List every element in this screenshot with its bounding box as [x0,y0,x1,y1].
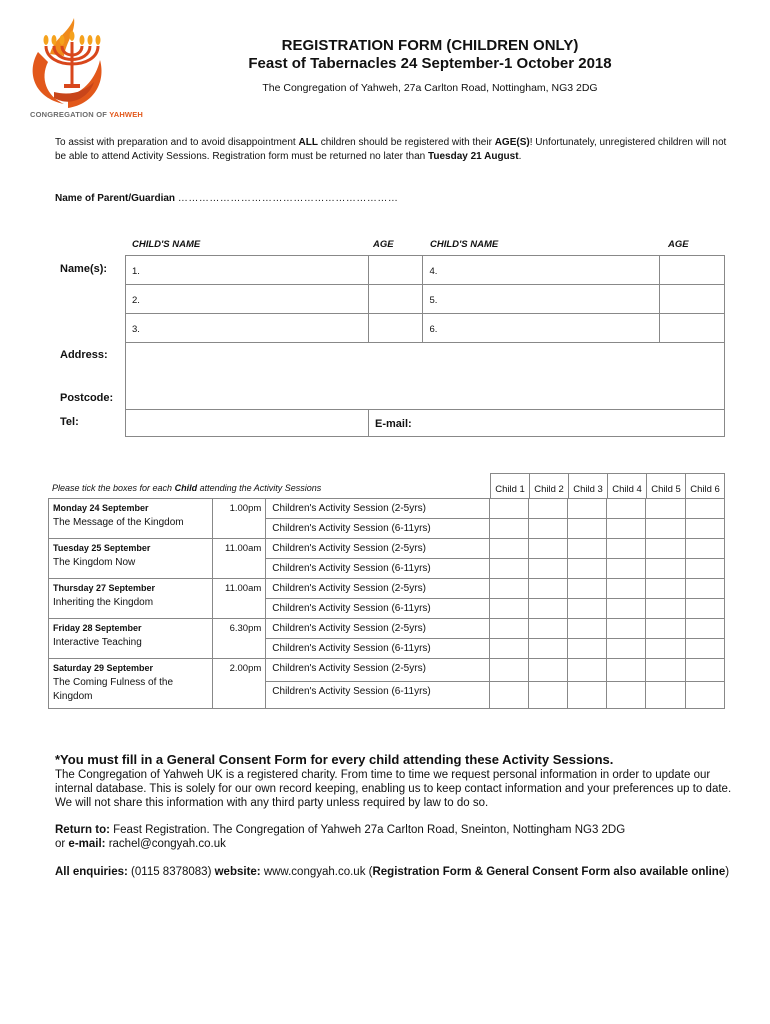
form-title: REGISTRATION FORM (CHILDREN ONLY) [281,37,579,54]
names-label: Name(s): [60,263,108,275]
day-cell [49,659,213,709]
tick-box[interactable] [528,499,567,519]
session-name: Children's Activity Session (2-5yrs) [266,659,489,682]
activity-days-table [48,498,725,709]
session-time: 2.00pm [212,659,265,709]
tick-box[interactable] [607,559,646,579]
tick-box[interactable] [685,619,724,639]
day-cell [49,539,213,579]
or-text: or [55,838,69,850]
tick-box[interactable] [685,519,724,539]
child-age-5[interactable] [660,285,725,314]
tel-input[interactable] [126,410,369,437]
tick-box[interactable] [568,499,607,519]
tick-box[interactable] [489,539,528,559]
child-age-1[interactable] [368,256,423,285]
child-header: Child 2 [530,474,569,499]
tick-box[interactable] [685,639,724,659]
tick-box[interactable] [685,539,724,559]
enquiries-phone: (0115 8378083) [127,866,215,878]
session-time: 6.30pm [212,619,265,659]
guardian-field[interactable] [55,193,398,204]
day-label: Tuesday 25 September [53,543,151,553]
day-theme: The Kingdom Now [53,557,136,568]
day-label: Thursday 27 September [53,583,156,593]
day-label: Friday 28 September [53,623,142,633]
session-row [49,539,725,559]
tick-box[interactable] [646,499,685,519]
enquiries-label: All enquiries: [55,866,128,878]
close-paren: ) [725,866,730,878]
tick-box[interactable] [685,499,724,519]
tick-box[interactable] [685,559,724,579]
activity-caption [52,483,321,493]
child-num: 1. [132,266,140,277]
col-childs-name-2: CHILD'S NAME [430,239,499,250]
day-label: Saturday 29 September [53,663,154,673]
tick-box[interactable] [568,539,607,559]
congregation-logo [24,12,144,124]
tick-box[interactable] [489,499,528,519]
organization-address: The Congregation of Yahweh, 27a Carlton Road, Nottingham, NG3 2DG [262,82,598,94]
day-theme: The Coming Fulness of the Kingdom [53,677,174,702]
online-note: Registration Form & General Consent Form also available online [372,866,726,878]
consent-paragraph: The Congregation of Yahweh UK is a registered charity. From time to time we request personal information in order to update our internal database. This is solely for our own record keeping, enabling us to keep contact information and your preferences up to date. We will not share this information with any third party unless required by law to do so. [55,769,732,809]
intro-bold2: AGE(S) [494,137,530,148]
child-age-2[interactable] [368,285,423,314]
child-age-3[interactable] [368,314,423,343]
child-header: Child 3 [569,474,608,499]
intro-part3: ! Unfortunately, unregistered children will not be able to attend Activity Sessions. Registration form must be returned no later than [55,137,727,162]
day-cell [49,499,213,539]
day-cell [49,619,213,659]
logo-text [30,110,143,119]
tick-box[interactable] [607,599,646,619]
return-email-label: e-mail: [68,838,106,850]
tick-box[interactable] [607,579,646,599]
menorah-flame-icon [24,12,116,112]
return-text: Feast Registration. The Congregation of Yahweh 27a Carlton Road, Sneinton, Nottingham NG3 2DG [109,824,626,836]
tick-box[interactable] [607,639,646,659]
tick-box[interactable] [528,539,567,559]
contact-table [125,409,725,437]
session-name: Children's Activity Session (6-11yrs) [266,639,489,659]
session-name: Children's Activity Session (2-5yrs) [266,539,489,559]
col-age-1: AGE [373,239,394,250]
tick-box[interactable] [528,599,567,619]
tick-box[interactable] [646,681,685,708]
tick-box[interactable] [646,539,685,559]
guardian-dots[interactable]: ……………………………………………………… [177,193,399,204]
child-name-4[interactable] [423,256,660,285]
session-row [49,619,725,639]
caption-bold: Child [174,483,198,493]
logo-text-part2: YAHWEH [109,110,144,119]
caption-pre: Please tick the boxes for each [52,483,175,493]
tick-box[interactable] [489,639,528,659]
child-header: Child 6 [686,474,725,499]
tick-box[interactable] [607,681,646,708]
activity-rows [48,498,725,709]
tick-box[interactable] [646,659,685,682]
tick-box[interactable] [489,619,528,639]
tick-box[interactable] [646,639,685,659]
tick-box[interactable] [607,499,646,519]
tick-box[interactable] [607,519,646,539]
tick-box[interactable] [685,659,724,682]
tick-box[interactable] [528,639,567,659]
return-label: Return to: [55,824,110,836]
session-time: 11.00am [212,539,265,579]
tick-box[interactable] [568,519,607,539]
children-names-table [125,255,725,343]
day-theme: Interactive Teaching [53,637,142,648]
tick-box[interactable] [489,599,528,619]
child-name-2[interactable] [126,285,369,314]
tick-box[interactable] [568,599,607,619]
tick-box[interactable] [607,539,646,559]
session-name: Children's Activity Session (2-5yrs) [266,499,489,519]
session-name: Children's Activity Session (2-5yrs) [266,579,489,599]
tick-box[interactable] [646,579,685,599]
session-name: Children's Activity Session (2-5yrs) [266,619,489,639]
tick-box[interactable] [568,681,607,708]
child-header: Child 5 [647,474,686,499]
tick-box[interactable] [528,559,567,579]
tick-box[interactable] [685,579,724,599]
enquiries-block [55,865,745,879]
day-cell [49,579,213,619]
day-theme: The Message of the Kingdom [53,517,184,528]
intro-bold3: Tuesday 21 August [427,151,519,162]
caption-post: attending the Activity Sessions [197,483,322,493]
tick-box[interactable] [685,681,724,708]
address-input[interactable] [125,342,725,410]
intro-part2: children should be registered with their [317,137,495,148]
activity-sessions-table [48,473,725,499]
session-row [49,499,725,519]
session-time: 1.00pm [212,499,265,539]
child-num: 6. [429,324,438,335]
tick-box[interactable] [528,519,567,539]
email-label: E-mail: [375,418,412,430]
child-num: 3. [132,324,140,335]
col-childs-name-1: CHILD'S NAME [132,239,201,250]
tick-box[interactable] [646,519,685,539]
tick-box[interactable] [646,599,685,619]
activity-caption-cell [48,474,491,499]
child-age-6[interactable] [660,314,725,343]
consent-heading: *You must fill in a General Consent Form for every child attending these Activity Sessions. [55,752,614,767]
child-num: 4. [429,266,438,277]
tick-box[interactable] [489,579,528,599]
tel-label: Tel: [60,416,79,428]
tick-box[interactable] [646,559,685,579]
session-time: 11.00am [212,579,265,619]
intro-paragraph [55,136,735,164]
tick-box[interactable] [528,659,567,682]
session-name: Children's Activity Session (6-11yrs) [266,599,489,619]
return-email[interactable]: rachel@congyah.co.uk [105,838,226,850]
child-name-5[interactable] [423,285,660,314]
child-name-6[interactable] [423,314,660,343]
day-label: Monday 24 September [53,503,149,513]
address-label: Address: [60,349,108,361]
tick-box[interactable] [568,579,607,599]
tick-box[interactable] [607,659,646,682]
session-name: Children's Activity Session (6-11yrs) [266,559,489,579]
intro-bold1: ALL [298,137,318,148]
session-row [49,659,725,682]
email-cell[interactable] [369,410,725,437]
tick-box[interactable] [568,559,607,579]
email-line [55,837,745,851]
return-line [55,823,745,837]
tick-box[interactable] [489,559,528,579]
col-age-2: AGE [668,239,689,250]
child-num: 5. [429,295,438,306]
tick-box[interactable] [528,619,567,639]
intro-part4: . [518,151,522,162]
session-name: Children's Activity Session (6-11yrs) [266,681,489,708]
tick-box[interactable] [528,579,567,599]
day-theme: Inheriting the Kingdom [53,597,154,608]
form-subtitle: Feast of Tabernacles 24 September-1 October 2018 [248,55,612,72]
child-name-3[interactable] [126,314,369,343]
website-link[interactable]: www.congyah.co.uk ( [260,866,373,878]
website-label: website: [214,866,261,878]
tick-box[interactable] [489,659,528,682]
child-header: Child 1 [491,474,530,499]
tick-box[interactable] [528,681,567,708]
tick-box[interactable] [646,619,685,639]
session-row [49,579,725,599]
intro-part1: To assist with preparation and to avoid disappointment [55,137,299,148]
child-num: 2. [132,295,140,306]
tick-box[interactable] [568,639,607,659]
tick-box[interactable] [489,519,528,539]
return-block [55,823,745,851]
tick-box[interactable] [568,619,607,639]
tick-box[interactable] [489,681,528,708]
child-name-1[interactable] [126,256,369,285]
tick-box[interactable] [607,619,646,639]
guardian-label: Name of Parent/Guardian [55,193,176,204]
session-name: Children's Activity Session (6-11yrs) [266,519,489,539]
logo-text-part1: CONGREGATION OF [30,110,108,119]
tick-box[interactable] [685,599,724,619]
postcode-label: Postcode: [60,392,114,404]
child-age-4[interactable] [660,256,725,285]
child-header: Child 4 [608,474,647,499]
tick-box[interactable] [568,659,607,682]
